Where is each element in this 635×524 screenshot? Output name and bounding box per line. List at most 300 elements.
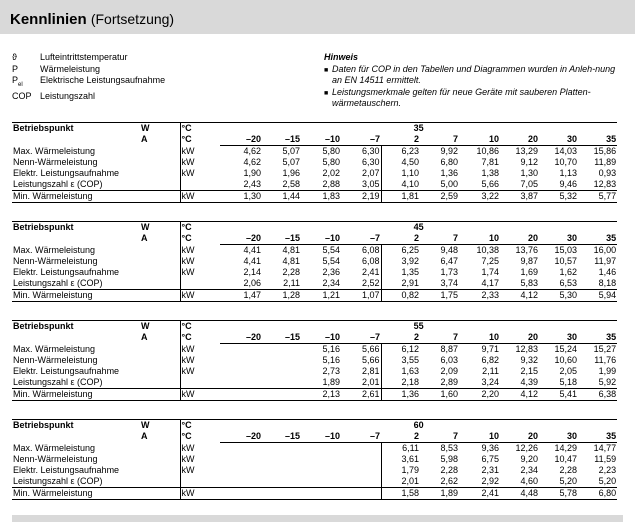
a-value: 10 bbox=[459, 233, 500, 245]
table-cell bbox=[220, 488, 262, 500]
table-cell: 2,59 bbox=[420, 191, 459, 203]
table-cell: 2,07 bbox=[341, 168, 381, 179]
row-label: Leistungszahl ε (COP) bbox=[13, 278, 103, 288]
table-cell bbox=[341, 454, 381, 465]
table-cell: 4,81 bbox=[282, 256, 300, 266]
a-value: 10 bbox=[459, 134, 500, 146]
row-label: Elektr. Leistungsaufnahme bbox=[13, 366, 120, 376]
a-value: –7 bbox=[341, 134, 381, 146]
hint-bullet: ■ Daten für COP in den Tabellen und Diagrammen wurden in Anleh-nung an EN 14511 ermittelt. bbox=[324, 63, 616, 85]
table-cell bbox=[262, 355, 301, 366]
table-cell: 4,12 bbox=[500, 389, 539, 401]
table-cell bbox=[220, 377, 262, 389]
row-unit: kW bbox=[180, 267, 220, 278]
row-spacer bbox=[140, 168, 180, 179]
table-cell: 1,96 bbox=[282, 168, 300, 178]
table-cell: 5,80 bbox=[322, 146, 340, 156]
table-cell bbox=[220, 443, 262, 455]
row-label: Elektr. Leistungsaufnahme bbox=[13, 465, 120, 475]
table-cell: 5,83 bbox=[520, 278, 538, 288]
table-cell: 2,01 bbox=[401, 476, 419, 486]
a-label: A bbox=[141, 134, 148, 145]
table-cell: 2,28 bbox=[559, 465, 577, 475]
w-value: 55 bbox=[220, 321, 617, 333]
row-label: Nenn-Wärmeleistung bbox=[13, 157, 98, 167]
table-cell: 5,78 bbox=[539, 488, 578, 500]
table-cell: 9,46 bbox=[559, 179, 577, 189]
table-cell: 5,00 bbox=[440, 179, 458, 189]
table-cell: 4,10 bbox=[401, 179, 419, 189]
table-cell bbox=[341, 443, 381, 455]
a-value: –7 bbox=[341, 233, 381, 245]
a-value: 2 bbox=[381, 134, 420, 146]
a-value: –15 bbox=[262, 431, 301, 443]
table-cell: 9,20 bbox=[520, 454, 538, 464]
row-unit: kW bbox=[180, 389, 220, 401]
legend-row: ϑ Lufteintrittstemperatur bbox=[12, 52, 128, 62]
w-label: W bbox=[140, 222, 180, 234]
row-spacer bbox=[140, 355, 180, 366]
a-value: –20 bbox=[220, 134, 262, 146]
table-cell: 14,03 bbox=[554, 146, 577, 156]
table-cell: 1,35 bbox=[401, 267, 419, 277]
symbol-legend bbox=[12, 52, 165, 103]
betriebspunkt-label: Betriebspunkt bbox=[12, 321, 140, 333]
w-label: W bbox=[140, 321, 180, 333]
table-cell: 2,11 bbox=[482, 366, 499, 376]
row-label: Leistungszahl ε (COP) bbox=[13, 377, 103, 387]
table-cell: 5,07 bbox=[282, 146, 300, 156]
table-cell: 1,79 bbox=[401, 465, 419, 475]
table-cell: 3,55 bbox=[401, 355, 419, 365]
table-cell: 2,36 bbox=[322, 267, 340, 277]
a-value: 10 bbox=[459, 431, 500, 443]
table-cell: 8,18 bbox=[598, 278, 617, 288]
table-cell: 2,02 bbox=[322, 168, 340, 178]
table-cell bbox=[262, 366, 301, 377]
unit-label: °C bbox=[180, 222, 220, 234]
table-cell: 6,11 bbox=[402, 443, 419, 453]
table-cell: 1,90 bbox=[243, 168, 261, 178]
table-cell: 10,60 bbox=[554, 355, 577, 365]
table-cell bbox=[262, 344, 301, 356]
legend-row: $P_{el}$ Elektrische Leistungsaufnahme bbox=[12, 75, 166, 88]
a-value: 10 bbox=[459, 332, 500, 344]
table-cell: 2,81 bbox=[341, 366, 381, 377]
table-cell: 1,75 bbox=[420, 290, 459, 302]
table-cell: 1,36 bbox=[381, 389, 420, 401]
table-cell: 7,05 bbox=[520, 179, 538, 189]
table-cell: 5,92 bbox=[598, 377, 617, 387]
table-cell: 3,61 bbox=[401, 454, 419, 464]
table-cell: 2,58 bbox=[282, 179, 300, 189]
table-cell: 1,62 bbox=[559, 267, 577, 277]
table-cell: 5,77 bbox=[578, 191, 617, 203]
table-cell: 6,12 bbox=[401, 344, 419, 354]
table-cell: 4,81 bbox=[282, 245, 300, 255]
table-cell: 1,44 bbox=[262, 191, 301, 203]
a-value: 30 bbox=[539, 233, 578, 245]
table-cell: 1,13 bbox=[559, 168, 577, 178]
table-cell: 1,60 bbox=[420, 389, 459, 401]
table-cell: 5,30 bbox=[539, 290, 578, 302]
table-cell bbox=[220, 344, 262, 356]
table-cell: 4,62 bbox=[243, 157, 261, 167]
table-cell: 9,71 bbox=[481, 344, 499, 354]
page-title: Kennlinien (Fortsetzung) bbox=[10, 11, 175, 28]
table-cell: 2,23 bbox=[598, 465, 617, 475]
header-spacer bbox=[12, 431, 140, 443]
table-cell: 10,47 bbox=[554, 454, 577, 464]
row-spacer bbox=[140, 389, 180, 401]
table-cell: 2,92 bbox=[481, 476, 499, 486]
unit-label: °C bbox=[180, 123, 220, 135]
table-cell: 2,61 bbox=[341, 389, 381, 401]
row-unit: kW bbox=[180, 146, 220, 158]
a-value: 7 bbox=[420, 134, 459, 146]
table-cell: 1,81 bbox=[381, 191, 420, 203]
table-cell bbox=[220, 476, 262, 488]
table-cell: 5,16 bbox=[322, 344, 340, 354]
a-label: A bbox=[141, 233, 148, 244]
table-cell: 2,41 bbox=[341, 267, 381, 278]
table-cell: 2,01 bbox=[341, 377, 381, 389]
table-cell: 4,62 bbox=[243, 146, 261, 156]
table-cell: 4,12 bbox=[500, 290, 539, 302]
row-label: Elektr. Leistungsaufnahme bbox=[13, 168, 120, 178]
a-value: 35 bbox=[578, 431, 617, 443]
table-cell: 4,48 bbox=[500, 488, 539, 500]
table-cell: 1,38 bbox=[481, 168, 499, 178]
row-unit: kW bbox=[180, 245, 220, 257]
row-unit: kW bbox=[180, 290, 220, 302]
performance-table-w35 bbox=[12, 122, 617, 203]
table-cell: 2,34 bbox=[322, 278, 340, 288]
a-value: –20 bbox=[220, 332, 262, 344]
a-value: –10 bbox=[301, 134, 341, 146]
row-label: Max. Wärmeleistung bbox=[13, 145, 96, 156]
row-unit: kW bbox=[180, 168, 220, 179]
a-value: –15 bbox=[262, 332, 301, 344]
table-cell: 10,38 bbox=[476, 245, 499, 255]
table-cell: 5,20 bbox=[559, 476, 577, 486]
table-cell: 5,66 bbox=[341, 344, 381, 356]
table-cell: 6,82 bbox=[481, 355, 499, 365]
table-cell: 1,30 bbox=[220, 191, 262, 203]
row-unit: kW bbox=[180, 355, 220, 366]
table-cell: 1,83 bbox=[301, 191, 341, 203]
table-cell: 2,91 bbox=[401, 278, 419, 288]
table-cell: 1,28 bbox=[262, 290, 301, 302]
a-value: 7 bbox=[420, 233, 459, 245]
table-cell: 2,06 bbox=[243, 278, 261, 288]
table-cell bbox=[341, 476, 381, 488]
table-cell bbox=[262, 465, 301, 476]
table-cell: 9,32 bbox=[520, 355, 538, 365]
row-label: Max. Wärmeleistung bbox=[13, 244, 96, 255]
table-cell: 4,41 bbox=[243, 256, 261, 266]
row-label: Min. Wärmeleistung bbox=[12, 488, 140, 500]
table-cell: 5,07 bbox=[282, 157, 300, 167]
table-cell: 2,28 bbox=[282, 267, 300, 277]
unit-label: °C bbox=[180, 321, 220, 333]
table-cell: 9,36 bbox=[481, 443, 499, 453]
table-cell bbox=[220, 389, 262, 401]
table-cell bbox=[341, 488, 381, 500]
table-cell: 2,88 bbox=[322, 179, 340, 189]
table-cell: 2,09 bbox=[440, 366, 458, 376]
table-cell: 2,33 bbox=[459, 290, 500, 302]
a-value: 20 bbox=[500, 233, 539, 245]
table-cell: 5,18 bbox=[559, 377, 577, 387]
table-cell: 13,29 bbox=[515, 146, 538, 156]
table-cell: 9,48 bbox=[440, 245, 458, 255]
table-cell: 10,57 bbox=[554, 256, 577, 266]
row-unit bbox=[180, 278, 220, 290]
table-cell: 2,73 bbox=[322, 366, 340, 376]
table-cell: 14,77 bbox=[593, 443, 617, 453]
table-cell: 1,74 bbox=[481, 267, 499, 277]
table-cell: 11,97 bbox=[594, 256, 617, 266]
table-cell bbox=[220, 465, 262, 476]
table-cell: 5,94 bbox=[578, 290, 617, 302]
table-cell: 2,28 bbox=[440, 465, 458, 475]
table-cell: 15,03 bbox=[554, 245, 577, 255]
hint-box bbox=[324, 52, 624, 110]
row-label: Min. Wärmeleistung bbox=[12, 389, 140, 401]
a-label: A bbox=[141, 431, 148, 442]
table-cell bbox=[220, 454, 262, 465]
row-unit: kW bbox=[180, 443, 220, 455]
table-cell: 6,80 bbox=[440, 157, 458, 167]
table-cell: 13,76 bbox=[515, 245, 538, 255]
table-cell: 11,59 bbox=[594, 454, 617, 464]
table-cell: 6,25 bbox=[401, 245, 419, 255]
row-label: Max. Wärmeleistung bbox=[13, 343, 96, 354]
table-cell: 14,29 bbox=[554, 443, 577, 453]
table-cell: 6,03 bbox=[440, 355, 458, 365]
table-cell: 2,34 bbox=[520, 465, 538, 475]
table-cell: 1,73 bbox=[440, 267, 458, 277]
a-value: 30 bbox=[539, 134, 578, 146]
a-value: –10 bbox=[301, 431, 341, 443]
table-cell: 1,10 bbox=[401, 168, 419, 178]
row-spacer bbox=[140, 454, 180, 465]
row-unit: kW bbox=[180, 191, 220, 203]
table-cell bbox=[262, 488, 301, 500]
table-cell: 2,19 bbox=[341, 191, 381, 203]
table-cell: 2,41 bbox=[459, 488, 500, 500]
table-cell: 1,30 bbox=[520, 168, 538, 178]
a-value: 2 bbox=[381, 431, 420, 443]
row-spacer bbox=[140, 476, 180, 488]
row-label: Nenn-Wärmeleistung bbox=[13, 256, 98, 266]
a-value: 35 bbox=[578, 134, 617, 146]
a-value: 30 bbox=[539, 431, 578, 443]
table-cell: 3,74 bbox=[440, 278, 458, 288]
a-value: 20 bbox=[500, 134, 539, 146]
table-cell: 5,80 bbox=[322, 157, 340, 167]
a-value: 20 bbox=[500, 332, 539, 344]
table-cell: 1,89 bbox=[420, 488, 459, 500]
table-cell bbox=[301, 443, 341, 455]
betriebspunkt-label: Betriebspunkt bbox=[12, 123, 140, 135]
a-value: 35 bbox=[578, 332, 617, 344]
table-cell: 3,24 bbox=[481, 377, 499, 387]
table-cell: 6,30 bbox=[341, 146, 381, 158]
row-unit: kW bbox=[180, 157, 220, 168]
table-cell: 12,83 bbox=[593, 179, 617, 189]
table-cell: 1,47 bbox=[220, 290, 262, 302]
a-value: 35 bbox=[578, 233, 617, 245]
table-cell bbox=[262, 476, 301, 488]
table-cell: 1,89 bbox=[322, 377, 340, 387]
unit-label: °C bbox=[180, 420, 220, 432]
table-cell bbox=[220, 366, 262, 377]
row-unit: kW bbox=[180, 488, 220, 500]
table-cell bbox=[301, 454, 341, 465]
betriebspunkt-label: Betriebspunkt bbox=[12, 420, 140, 432]
table-cell: 3,22 bbox=[459, 191, 500, 203]
hint-heading: Hinweis bbox=[324, 52, 359, 62]
unit-label: °C bbox=[180, 332, 220, 344]
a-value: 30 bbox=[539, 332, 578, 344]
row-spacer bbox=[140, 443, 180, 455]
row-unit: kW bbox=[180, 344, 220, 356]
table-cell bbox=[341, 465, 381, 476]
table-cell: 10,70 bbox=[554, 157, 577, 167]
table-cell: 4,39 bbox=[520, 377, 538, 387]
row-unit bbox=[180, 476, 220, 488]
table-cell: 1,99 bbox=[598, 366, 617, 376]
table-cell: 2,05 bbox=[559, 366, 577, 376]
table-cell: 2,18 bbox=[401, 377, 419, 387]
unit-label: °C bbox=[180, 134, 220, 146]
a-value: –15 bbox=[262, 134, 301, 146]
table-cell bbox=[262, 454, 301, 465]
table-cell: 2,15 bbox=[520, 366, 538, 376]
table-cell: 4,50 bbox=[401, 157, 419, 167]
row-unit: kW bbox=[180, 366, 220, 377]
header-spacer bbox=[12, 233, 140, 245]
row-spacer bbox=[140, 267, 180, 278]
table-cell: 1,46 bbox=[598, 267, 617, 277]
table-cell: 16,00 bbox=[593, 245, 617, 255]
a-value: 7 bbox=[420, 332, 459, 344]
table-cell: 15,86 bbox=[593, 146, 617, 156]
table-cell: 6,75 bbox=[481, 454, 499, 464]
table-cell: 9,12 bbox=[520, 157, 538, 167]
w-value: 35 bbox=[220, 123, 617, 135]
a-value: –20 bbox=[220, 233, 262, 245]
table-cell: 11,76 bbox=[594, 355, 617, 365]
table-cell: 2,14 bbox=[243, 267, 261, 277]
row-spacer bbox=[140, 344, 180, 356]
row-label: Leistungszahl ε (COP) bbox=[13, 179, 103, 189]
table-cell: 4,17 bbox=[481, 278, 499, 288]
row-label: Nenn-Wärmeleistung bbox=[13, 355, 98, 365]
header-spacer bbox=[12, 134, 140, 146]
a-value: –10 bbox=[301, 233, 341, 245]
table-cell: 4,41 bbox=[243, 245, 261, 255]
w-value: 45 bbox=[220, 222, 617, 234]
table-cell: 6,23 bbox=[401, 146, 419, 156]
row-label: Elektr. Leistungsaufnahme bbox=[13, 267, 120, 277]
hint-bullet: ■ Leistungsmerkmale gelten für neue Geräte mit sauberen Platten-wärmetauschern. bbox=[324, 86, 591, 108]
table-cell: 9,92 bbox=[440, 146, 458, 156]
table-cell: 2,11 bbox=[283, 278, 300, 288]
row-unit: kW bbox=[180, 256, 220, 267]
row-spacer bbox=[140, 290, 180, 302]
performance-table-w60 bbox=[12, 419, 617, 500]
table-cell: 3,05 bbox=[341, 179, 381, 191]
table-cell: 6,38 bbox=[578, 389, 617, 401]
table-cell: 3,87 bbox=[500, 191, 539, 203]
row-label: Leistungszahl ε (COP) bbox=[13, 476, 103, 486]
row-label: Max. Wärmeleistung bbox=[13, 442, 96, 453]
table-cell: 8,87 bbox=[440, 344, 458, 354]
a-value: 2 bbox=[381, 332, 420, 344]
row-spacer bbox=[140, 245, 180, 257]
table-cell: 2,62 bbox=[440, 476, 458, 486]
table-cell: 0,93 bbox=[598, 168, 617, 178]
table-cell bbox=[301, 488, 341, 500]
table-cell: 12,83 bbox=[515, 344, 538, 354]
table-cell: 6,08 bbox=[341, 256, 381, 267]
a-label: A bbox=[141, 332, 148, 343]
table-cell: 6,80 bbox=[578, 488, 617, 500]
table-cell: 9,87 bbox=[520, 256, 538, 266]
table-cell: 2,13 bbox=[301, 389, 341, 401]
row-unit bbox=[180, 377, 220, 389]
row-spacer bbox=[140, 191, 180, 203]
table-cell bbox=[262, 377, 301, 389]
performance-table-w55 bbox=[12, 320, 617, 401]
table-cell: 2,31 bbox=[481, 465, 499, 475]
header-spacer bbox=[12, 332, 140, 344]
table-cell: 12,26 bbox=[515, 443, 538, 453]
table-cell: 6,30 bbox=[341, 157, 381, 168]
table-cell: 5,66 bbox=[481, 179, 499, 189]
legend-row: P Wärmeleistung bbox=[12, 63, 101, 74]
table-cell: 1,63 bbox=[401, 366, 419, 376]
table-cell: 2,20 bbox=[459, 389, 500, 401]
table-cell: 1,36 bbox=[440, 168, 458, 178]
a-value: –20 bbox=[220, 431, 262, 443]
table-cell: 15,27 bbox=[593, 344, 617, 354]
a-value: –10 bbox=[301, 332, 341, 344]
table-cell: 7,81 bbox=[481, 157, 499, 167]
row-spacer bbox=[140, 278, 180, 290]
legend-row: COP Leistungszahl bbox=[12, 91, 96, 102]
a-value: –15 bbox=[262, 233, 301, 245]
table-cell: 3,92 bbox=[401, 256, 419, 266]
w-label: W bbox=[140, 420, 180, 432]
row-spacer bbox=[140, 465, 180, 476]
table-cell bbox=[262, 443, 301, 455]
a-value: –7 bbox=[341, 431, 381, 443]
row-spacer bbox=[140, 157, 180, 168]
table-cell: 1,07 bbox=[341, 290, 381, 302]
row-label: Min. Wärmeleistung bbox=[12, 191, 140, 203]
unit-label: °C bbox=[180, 233, 220, 245]
table-cell bbox=[220, 355, 262, 366]
betriebspunkt-label: Betriebspunkt bbox=[12, 222, 140, 234]
w-value: 60 bbox=[220, 420, 617, 432]
table-cell: 1,21 bbox=[301, 290, 341, 302]
table-cell bbox=[301, 465, 341, 476]
table-cell bbox=[262, 389, 301, 401]
